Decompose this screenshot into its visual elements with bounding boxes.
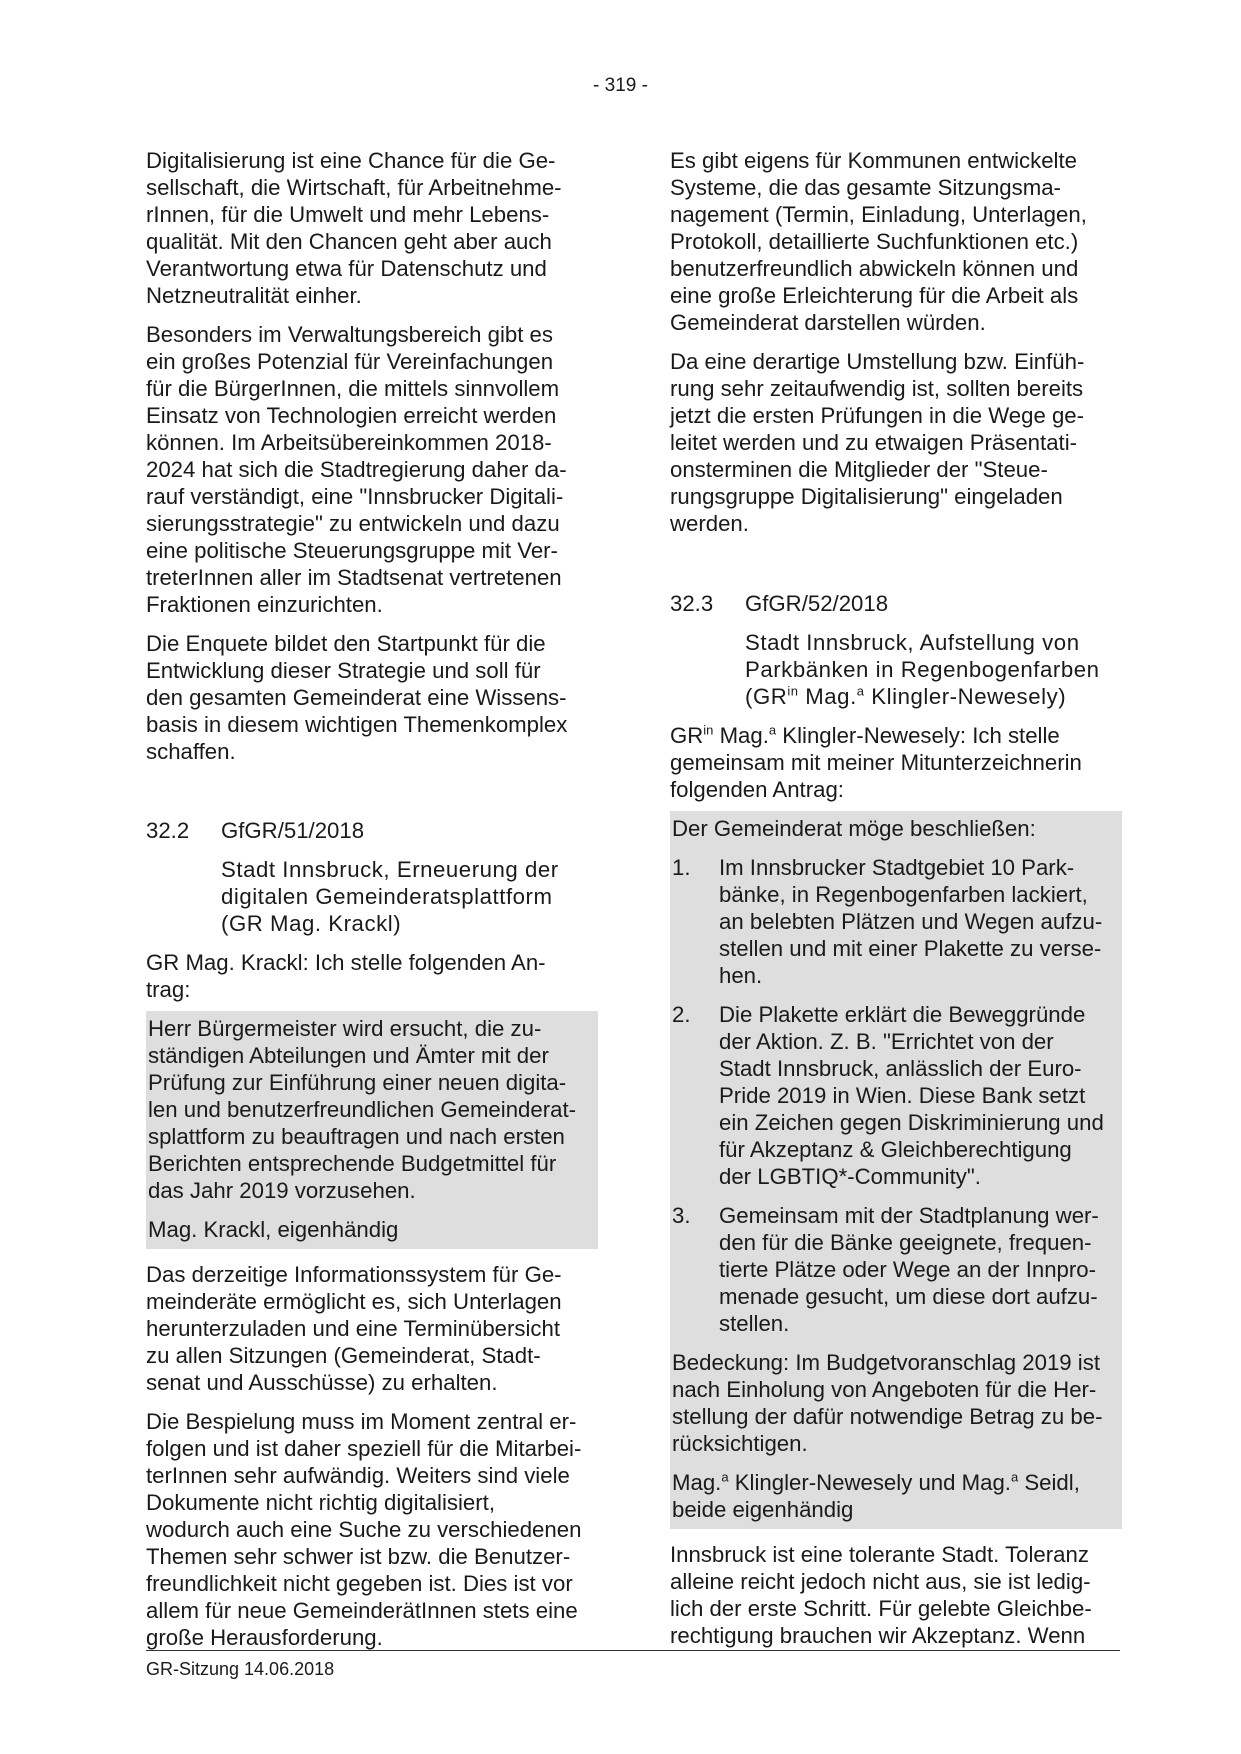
motion-signature: Mag. Krackl, eigenhändig bbox=[148, 1217, 399, 1242]
list-item bbox=[672, 854, 1122, 989]
paragraph-toleranz: Innsbruck ist eine tolerante Stadt. Toleranz alleine reicht jedoch nicht aus, sie ist ledig- lich der erste Schritt. Für gelebte Gleichbe- rechtigung brauchen wir Akzeptanz. Wenn bbox=[670, 1542, 1092, 1648]
section-code: GfGR/52/2018 bbox=[745, 591, 889, 616]
list-item bbox=[672, 1202, 1122, 1337]
coverage-text: Bedeckung: Im Budgetvoranschlag 2019 ist nach Einholung von Angeboten für die Her- stellung der dafür notwendige Betrag zu be- rücksichtigen. bbox=[672, 1350, 1103, 1456]
section-heading-32-2 bbox=[146, 817, 598, 844]
paragraph-informationssystem: Das derzeitige Informationssystem für Ge- meinderäte ermöglicht es, sich Unterlagen herunterzuladen und eine Terminübersicht zu allen Sitzungen (Gemeinderat, Stadt- senat und Ausschüsse) zu erhalten. bbox=[146, 1262, 562, 1395]
section-heading-32-3 bbox=[670, 590, 1122, 617]
left-column bbox=[146, 147, 598, 1663]
section-number: 32.2 bbox=[146, 818, 190, 843]
list-text: Die Plakette erklärt die Beweggründe der Aktion. Z. B. "Errichtet von der Stadt Innsbruck, anlässlich der Euro- Pride 2019 in Wien. Diese Bank setzt ein Zeichen gegen Diskriminierung und für Akzeptanz & Gleichberechtigung der LGBTIQ*-Community". bbox=[719, 1002, 1104, 1189]
section-title: Stadt Innsbruck, Aufstellung von Parkbänken in Regenbogenfarben ($GR^{in}$ Mag.$^a$ Klingler-Newesely) bbox=[745, 630, 1100, 709]
motion-box bbox=[670, 811, 1122, 1529]
list-text: Gemeinsam mit der Stadtplanung wer- den für die Bänke geeignete, frequen- tierte Plätze oder Wege an der Innpro- menade gesucht, um diese dort aufzu- stellen. bbox=[719, 1203, 1099, 1336]
paragraph-verwaltungsbereich: Besonders im Verwaltungsbereich gibt es ein großes Potenzial für Vereinfachungen für die BürgerInnen, die mittels sinnvollem Einsatz von Technologien erreicht werden können. Im Arbeitsübereinkommen 2018- 2024 hat sich die Stadtregierung daher da- rauf verständigt, eine "Innsbrucker Digitali- sierungsstrategie" zu entwickeln und dazu eine politische Steuerungsgruppe mit Ver- treterInnen aller im Stadtsenat vertretenen Fraktionen einzurichten. bbox=[146, 322, 567, 617]
list-number: 2. bbox=[672, 1002, 691, 1027]
list-text: Im Innsbrucker Stadtgebiet 10 Park- bänke, in Regenbogenfarben lackiert, an belebten Plätzen und Wegen aufzu- stellen und mit einer Plakette zu verse- hen. bbox=[719, 855, 1103, 988]
section-number: 32.3 bbox=[670, 591, 714, 616]
motion-intro: GR Mag. Krackl: Ich stelle folgenden An- trag: bbox=[146, 950, 546, 1002]
paragraph-bespielung: Die Bespielung muss im Moment zentral er- folgen und ist daher speziell für die Mitarbei- terInnen sehr aufwändig. Weiters sind viele Dokumente nicht richtig digitalisiert, wodurch auch eine Suche zu verschiedenen Themen sehr schwer ist bzw. die Benutzer- freundlichkeit nicht gegeben ist. Dies ist vor allem für neue GemeinderätInnen stets eine große Herausforderung. bbox=[146, 1409, 582, 1650]
motion-heading: Der Gemeinderat möge beschließen: bbox=[672, 816, 1036, 841]
motion-list bbox=[672, 854, 1122, 1337]
list-item bbox=[672, 1001, 1122, 1190]
section-code: GfGR/51/2018 bbox=[221, 818, 365, 843]
motion-text: Herr Bürgermeister wird ersucht, die zu- ständigen Abteilungen und Ämter mit der Prüfung zur Einführung einer neuen digita- len und benutzerfreundlichen Gemeinderat- splattform zu beauftragen und nach ersten Berichten entsprechende Budgetmittel für das Jahr 2019 vorzusehen. bbox=[148, 1016, 576, 1203]
list-number: 1. bbox=[672, 855, 691, 880]
paragraph-enquete: Die Enquete bildet den Startpunkt für die Entwicklung dieser Strategie und soll für den gesamten Gemeinderat eine Wissens- basis in diesem wichtigen Themenkomplex schaffen. bbox=[146, 631, 568, 764]
list-number: 3. bbox=[672, 1203, 691, 1228]
paragraph-umstellung: Da eine derartige Umstellung bzw. Einfüh- rung sehr zeitaufwendig ist, sollten bereits jetzt die ersten Prüfungen in die Wege ge- leitet werden und zu etwaigen Präsentati- onsterminen die Mitglieder der "Steue- rungsgruppe Digitalisierung" eingeladen werden. bbox=[670, 349, 1085, 536]
section-title: Stadt Innsbruck, Erneuerung der digitalen Gemeinderatsplattform (GR Mag. Krackl) bbox=[221, 857, 559, 936]
paragraph-digitalisierung: Digitalisierung ist eine Chance für die Ge- sellschaft, die Wirtschaft, für Arbeitnehme- rInnen, für die Umwelt und mehr Lebens- qualität. Mit den Chancen geht aber auch Verantwortung etwa für Datenschutz und Netzneutralität einher. bbox=[146, 148, 562, 308]
footer-divider bbox=[146, 1650, 1120, 1651]
motion-intro: $GR^{in}$ Mag.$^a$ Klingler-Newesely: Ich stelle gemeinsam mit meiner Mitunterzeichnerin folgenden Antrag: bbox=[670, 722, 1082, 802]
page-number: - 319 - bbox=[593, 75, 648, 96]
right-column bbox=[670, 147, 1122, 1661]
footer-text: GR-Sitzung 14.06.2018 bbox=[146, 1659, 335, 1679]
motion-signature: Mag.$^a$ Klingler-Newesely und Mag.$^a$ Seidl, beide eigenhändig bbox=[672, 1469, 1080, 1522]
paragraph-systeme: Es gibt eigens für Kommunen entwickelte Systeme, die das gesamte Sitzungsma- nagement (Termin, Einladung, Unterlagen, Protokoll, detaillierte Suchfunktionen etc.) benutzerfreundlich abwickeln können und eine große Erleichterung für die Arbeit als Gemeinderat darstellen würden. bbox=[670, 148, 1087, 335]
motion-box bbox=[146, 1011, 598, 1249]
